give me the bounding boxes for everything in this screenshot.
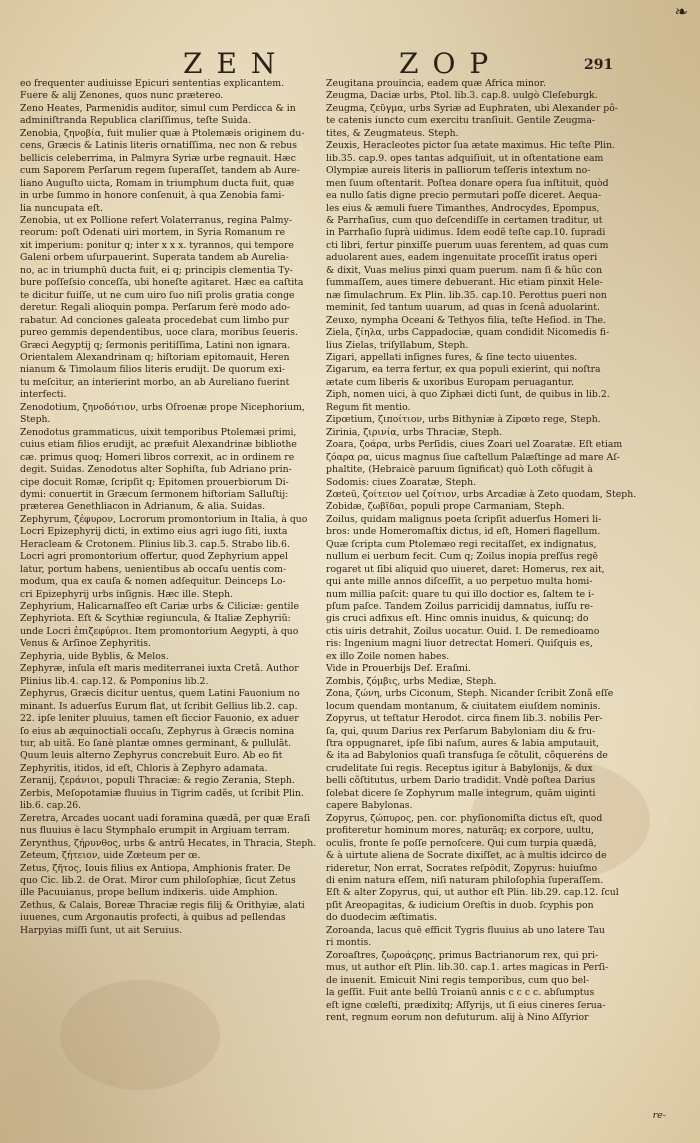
text-line: minant. Is aduerſus Eurum flat, ut ſcribit Gellius lib.2. cap. [20, 700, 298, 712]
text-line: Zoilus, quidam malignus poeta ſcripſit aduerſus Homeri li- [326, 513, 602, 525]
text-line: aduolarent aues, eadem ingenuitate proceſſit iratus operi [326, 252, 598, 264]
text-line: dymi: conuertit in Græcum ſermonem hiſtoriam Salluſtij: [20, 488, 289, 500]
text-line: Zephyriota. Eſt & Scythiæ regiuncula, & Italiæ Zephyriũ: [20, 613, 291, 625]
text-line: reorum: poſt Odenati uiri mortem, in Syria Romanum re [20, 227, 286, 239]
text-line: Græci Aegyptij q; ſermonis peritiſſima, Latini non ignara. [20, 339, 291, 351]
water-stain [60, 980, 220, 1090]
text-line: in Parrhaſio ſuprà uidimus. Idem eodẽ teſte cap.10. ſupradi [326, 227, 606, 239]
text-line: locum quendam montanum, & ciuitatem eiuſdem nominis. [326, 700, 601, 712]
text-line: Zigari, appellati inſignes fures, & ſine tecto uiuentes. [326, 351, 578, 363]
text-line: & à uirtute aliena de Socrate dixiſſet, ac à multis idcirco de [326, 850, 607, 862]
text-line: do duodecim æſtimatis. [326, 912, 438, 924]
text-line: quo Cic. lib.2. de Orat. Miror cum philoſophiæ, ſicut Zetus [20, 875, 296, 886]
text-line: interfecti. [20, 389, 67, 401]
text-line: degit. Suidas. Zenodotus alter Sophiſta, ſub Adriano prin- [20, 464, 292, 476]
text-line: ris: Ingenium magni liuor detrectat Homeri. Quiſquis es, [326, 638, 593, 650]
text-line: no, ac in triumphū ducta fuit, ei q; principis clementia Ty- [20, 264, 293, 276]
text-line: oculis, fronte ſe poſſe pernoſcere. Qui cum turpia quædā, [326, 837, 597, 849]
text-line: men ſuum oſtentarit. Poſtea donare opera ſua inſtituit, quòd [326, 177, 609, 189]
text-line: Zoroaſtres, ζωροάςρης, primus Bactrianorum rex, qui pri- [326, 949, 599, 961]
text-line: mus, ut author eſt Plin. lib.30. cap.1. artes magicas in Perſi- [326, 962, 609, 974]
text-line: latur, portum habens, uenientibus ab occaſu uentis com- [20, 563, 287, 575]
text-line: nianum & Timolaum filios literis erudijt. De quorum exi- [20, 364, 286, 376]
text-line: Zenobia, ζηνοβία, fuit mulier quæ à Ptolemæis originem du- [20, 127, 305, 139]
text-line: cipe docuit Romæ, ſcripſit q; Epitomen prouerbiorum Di- [20, 476, 289, 488]
text-line: Fuere & alij Zenones, quos nunc prætereo. [20, 90, 224, 102]
text-line: Regum fit mentio. [326, 401, 411, 413]
text-line: cens, Græcis & Latinis literis ornatiſſima, nec non & rebus [20, 140, 298, 152]
text-line: eo frequenter audiuisse Epicuri sententias explicantem. [20, 78, 285, 89]
text-line: bellicis celeberrima, in Palmyra Syriæ urbe regnauit. Hæc [20, 152, 296, 164]
text-line: Zephyrium, Halicarnaſſeo eſt Cariæ urbs & Ciliciæ: gentile [20, 601, 299, 613]
text-line: xit imperium: ponitur q; inter x x x. tyrannos, qui tempore [20, 239, 294, 251]
text-line: Zephyrum, ζέφυρον, Locrorum promontorium in Italia, à quo [20, 513, 308, 525]
text-line: & ita ad Babylonios quaſi transfuga ſe cõtulit, cõqueréns de [326, 750, 608, 762]
text-line: Zephyrus, Græcis dicitur uentus, quem Latini Fauonium no [20, 688, 300, 700]
text-line: te dicitur fuiſſe, ut ne cum uiro ſuo niſi prolis gratia conge [20, 289, 295, 301]
text-line: næ ſimulachrum. Ex Plin. lib.35. cap.10. Perottus pueri non [326, 289, 607, 301]
text-line: num millia paſcit: quare tu qui illo doctior es, ſaltem te i- [326, 588, 595, 600]
header-left: ZEN [183, 47, 290, 80]
text-line: Zoara, ζοάρα, urbs Perſidis, ciues Zoari uel Zoaratæ. Eſt etiam [326, 439, 623, 451]
text-line: gis cruci adfixus eſt. Hinc omnis inuidus, & quicunq; do [326, 613, 589, 625]
text-line: eſt igne cœleſti, prædixitq; Aſſyrijs, ut ſi eius cineres ſerua- [326, 999, 606, 1011]
text-line: Zeuxis, Heracleotes pictor ſua ætate maximus. Hic teſte Plin. [326, 140, 616, 152]
text-line: Venus & Arſinoe Zephyritis. [20, 638, 151, 650]
text-line: ille Pacuuianus, prope bellum indixeris. uide Amphion. [20, 887, 278, 899]
text-line: Heracleam & Crotonem. Plinius lib.3. cap.5. Strabo lib.6. [20, 538, 290, 550]
text-line: ſummaſſem, aues timere debuerant. Hic etiam pinxit Hele- [326, 277, 603, 289]
text-line: te catenis iuncto cum exercitu tranſiuit. Gentile Zeugma- [326, 115, 596, 127]
text-line: pureo gemmis dependentibus, uoce clara, moribus ſeueris. [20, 327, 298, 339]
text-line: Zeteum, ζήτειον, uide Zœteum per œ. [20, 850, 201, 862]
text-line: Zephyritis, itidos, id eſt, Chloris à Zephyro adamata. [20, 762, 268, 774]
text-line: lib.6. cap.26. [20, 800, 82, 812]
text-line: ea nullo ſatis digne precio permutari poſſe diceret. Aequa- [326, 190, 602, 202]
text-line: de inuenit. Emicuit Nini regis temporibus, cum quo bel- [326, 974, 590, 986]
text-line: Eſt & alter Zopyrus, qui, ut author eſt Plin. lib.29. cap.12. ſcul [326, 887, 619, 899]
text-line: qui ante mille annos diſceſſit, a uo perpetuo multa homi- [326, 576, 593, 588]
text-line: Zenodotus grammaticus, uixit temporibus Ptolemæi primi, [20, 426, 297, 438]
text-line: Zerbis, Meſopotamiæ fluuius in Tigrim cadẽs, ut ſcribit Plin. [20, 787, 304, 799]
text-line: Zeugitana prouincia, eadem quæ Africa minor. [326, 78, 546, 89]
text-line: Harpyias miſſi ſunt, ut ait Seruius. [20, 924, 183, 936]
running-header [0, 47, 700, 80]
text-line: rogaret ut ſibi aliquid quo uiueret, daret: Homerus, rex ait, [326, 563, 605, 575]
text-line: rideretur, Non errat, Socrates reſpōdit, Zopyrus: huiuſmo [326, 862, 598, 874]
text-line: Sodomis: ciues Zoaratæ, Steph. [326, 476, 477, 488]
text-line: ex illo Zoile nomen habes. [326, 650, 450, 662]
text-line: capere Babylonas. [326, 800, 413, 812]
text-line: iuuenes, cum Argonautis profecti, à quibus ad pellendas [20, 912, 286, 924]
text-line: Quum leuis alterno Zephyrus concrebuit Euro. Ab eo fit [20, 750, 283, 762]
text-line: in urbe ſummo in honore conſenuit, à qua Zenobia fami- [20, 190, 285, 202]
text-line: tites, & Zeugmateus. Steph. [326, 127, 459, 139]
text-line: Zephyria, uide Byblis, & Melos. [20, 650, 169, 662]
text-line: 22. ipſe leniter pluuius, tamen eſt ſiccior Fauonio, ex aduer [20, 713, 299, 725]
text-line: Ziph, nomen uici, à quo Ziphæi dicti ſunt, de quibus in lib.2. [326, 389, 610, 401]
text-line: Zeuxo, nympha Oceani & Tethyos filia, teſte Heſiod. in The. [326, 314, 607, 326]
text-line: pſum paſce. Tandem Zoilus parricidij damnatus, iuſſu re- [326, 601, 594, 613]
text-line: Zetus, ζῆτος, Iouis filius ex Antiopa, Amphionis frater. De [20, 862, 291, 874]
text-line: Zeranij, ζεράνιοι, populi Thraciæ: & regio Zerania, Steph. [20, 775, 295, 787]
ornament-icon: ❧ [674, 2, 688, 21]
catchword: re- [652, 1110, 666, 1121]
text-line: Zeugma, Daciæ urbs, Ptol. lib.3. cap.8. uulgò Cleſeburgk. [326, 90, 598, 102]
text-line: adminiſtranda Republica clariſſimus, teſte Suida. [20, 115, 252, 127]
text-line: cum Saporem Perſarum regem ſuperaſſet, tandem ab Aure- [20, 165, 300, 177]
text-line: la geſſit. Fuit ante bellū Troianū annis c c c c. abſumptus [326, 987, 595, 999]
text-line: lib.35. cap.9. opes tantas adquiſiuit, ut in oſtentatione eam [326, 152, 604, 164]
left-column [20, 78, 320, 937]
text-line: ζόαρα ρα, uicus magnus ſiue caſtellum Palæſtinge ad mare Aſ- [326, 451, 620, 463]
text-line: nullum ei uerbum fecit. Cum q; Zoilus inopia preſſus regē [326, 551, 599, 563]
text-line: Zephyræ, inſula eſt maris mediterranei iuxta Cretã. Author [20, 663, 299, 675]
text-line: bure poſſeſsio conceſſa, ubi honeſte agitaret. Hæc ea caſtita [20, 277, 304, 289]
text-line: cri Epizephyrij urbs inſignis. Hæc ille. Steph. [20, 588, 234, 600]
text-line: lia nuncupata eſt. [20, 202, 103, 214]
text-line: Zobidæ, ζωβῖδαι, populi prope Carmaniam, Steph. [326, 501, 565, 513]
text-line: Zeretra, Arcades uocant uadi foramina quædã, per quæ Eraſi [20, 812, 311, 824]
text-line: cæ. primus quoq; Homeri libros correxit, ac in ordinem re [20, 451, 295, 463]
header-right: ZOP [399, 47, 503, 80]
text-line: Zoroanda, lacus quē efficit Tygris fluuius ab uno latere Tau [326, 924, 605, 936]
text-line: cti libri, fertur pinxiſſe puerum uuas ferentem, ad quas cum [326, 239, 609, 251]
text-line: Zeno Heates, Parmenidis auditor, simul cum Perdicca & in [20, 102, 296, 114]
text-line: meminit, ſed tantum uuarum, ad quas in ſcenâ aduolarint. [326, 302, 600, 314]
text-line: modum, qua ex cauſa & nomen adſequitur. Deinceps Lo- [20, 576, 286, 588]
page-number: 291 [584, 57, 614, 73]
text-line: Zipœtium, ζιποίτιον, urbs Bithyniæ à Zipœto rege, Steph. [326, 414, 601, 426]
text-line: Zirinia, ζιρινία, urbs Thraciæ, Steph. [326, 426, 503, 438]
text-line: Zona, ζώνη, urbs Ciconum, Steph. Nicander ſcribit Zonã eſſe [326, 688, 614, 700]
text-line: Vide in Prouerbijs Deſ. Eraſmi. [326, 663, 471, 675]
text-line: Galeni orbem uſurpauerint. Superata tandem ab Aurelia- [20, 252, 289, 264]
text-line: liano Auguſto uicta, Romam in triumphum ducta fuit, quæ [20, 177, 295, 189]
text-line: lius Zielas, triſyllabum, Steph. [326, 339, 469, 351]
text-line: ri montis. [326, 937, 372, 949]
text-line: Locri agri promontorium offertur, quod Zephyrium appel [20, 551, 289, 563]
text-line: tur, ab uitã. Eo ſanè plantæ omnes germinant, & pullulãt. [20, 738, 292, 750]
text-line: phaltite, (Hebraicè paruum ſignificat) quò Loth cõfugit à [326, 464, 593, 476]
text-line: ſo eius ab æquinoctiali occaſu, Zephyrus à Græcis nomina [20, 725, 295, 737]
text-line: belli cõſtitutus, urbem Dario tradidit. Vndè poſtea Darius [326, 775, 596, 787]
text-line: Zeugma, ζεῦγμα, urbs Syriæ ad Euphraten, ubi Alexander pô- [326, 102, 618, 114]
text-line: nus fluuius è lacu Stymphalo erumpit in Argiuam terram. [20, 825, 290, 837]
text-line: di enim natura eſſem, niſi naturam philoſophia ſuperaſſem. [326, 875, 604, 886]
text-line: crudelitate ſui regis. Receptus igitur à Babylonijs, & dux [326, 762, 593, 774]
text-line: deretur. Regali alioquin pompa. Perſarum ferè modo ado- [20, 302, 291, 314]
text-line: Zœteū, ζοίτειον uel ζοίτιον, urbs Arcadiæ à Zeto quodam, Steph. [326, 488, 637, 500]
text-line: profiteretur hominum mores, naturāq; ex corpore, uultu, [326, 825, 594, 837]
text-line: Locri Epizephyrij dicti, in extimo eius agri iugo ſiti, iuxta [20, 526, 288, 538]
text-line: Zenodotium, ζηνοδότιον, urbs Oſroenæ prope Nicephorium, [20, 401, 305, 413]
text-line: Zenobia, ut ex Pollione refert Volaterranus, regina Palmy- [20, 214, 292, 226]
text-line: ſolebat dicere ſe Zophyrum malle integrum, quām uiginti [326, 787, 596, 799]
text-line: Zombis, ζόμβις, urbs Mediæ, Steph. [326, 675, 497, 687]
text-line: Steph. [20, 414, 51, 426]
text-line: Zerynthus, ζήρυνθος, urbs & antrũ Hecates, in Thracia, Steph. [20, 837, 317, 849]
text-line: & dixit, Vuas melius pinxi quam puerum. nam ſi & hũc con [326, 264, 603, 276]
text-line: Olympiæ aureis literis in palliorum teſſeris intextum no- [326, 165, 591, 177]
text-line: Zopyrus, ζώπυρος, pen. cor. phyſionomiſta dictus eſt, quod [326, 812, 603, 824]
text-line: pſit Areopagitas, & iudicium Oreſtis in duob. ſcyphis pon [326, 899, 594, 911]
text-line: præterea Genethliacon in Adrianum, & alia. Suidas. [20, 501, 266, 513]
text-line: ſtra oppugnaret, ipſe ſibi naſum, aures & labia amputauit, [326, 738, 600, 750]
right-column [326, 78, 666, 1024]
text-line: unde Locri ἐπιζεφύριοι. Item promontorium Aegypti, à quo [20, 625, 299, 637]
text-line: ſa, qui, quum Darius rex Perſarum Babyloniam diu & fru- [326, 725, 596, 737]
text-line: rabatur. Ad conciones galeata procedebat cum limbo pur [20, 314, 289, 326]
text-line: Zethus, & Calais, Boreæ Thraciæ regis filij & Orithyiæ, alati [20, 899, 305, 911]
text-line: Ziela, ζίηλα, urbs Cappadociæ, quam condidit Nicomedis fi- [326, 327, 610, 339]
text-line: Zigarum, ea terra fertur, ex qua populi exierint, qui noſtra [326, 364, 601, 376]
text-line: cuius etiam filios erudijt, ac præfuit Alexandrinæ bibliothe [20, 439, 297, 451]
text-line: tu meſcitur, an interierint morbo, an ab Aureliano fuerint [20, 376, 290, 388]
text-line: bros: unde Homeromaſtix dictus, id eſt, Homeri flagellum. [326, 526, 601, 538]
text-line: ctis uiris detrahit, Zoilus uocatur. Ouid. I. De remedioamo [326, 625, 600, 637]
text-line: rent, regnum eorum non defuturum. alij à Nino Aſſyrior [326, 1011, 589, 1023]
text-line: Quæ ſcripta cum Ptolemæo regi recitaſſet, ex indignatus, [326, 538, 597, 550]
text-line: & Parrhaſius, cum quo deſcendiſſe in certamen traditur, ut [326, 214, 603, 226]
text-line: ætate cum liberis & uxoribus Europam peruagantur. [326, 376, 574, 388]
text-line: Orientalem Alexandrinam q; hiſtoriam epitomauit, Heren [20, 351, 290, 363]
text-line: Plinius lib.4. cap.12. & Pomponius lib.2. [20, 675, 209, 687]
text-line: les eius & æmuli fuere Timanthes, Androcydes, Epompus, [326, 202, 600, 214]
text-line: Zopyrus, ut teſtatur Herodot. circa finem lib.3. nobilis Per- [326, 713, 603, 725]
